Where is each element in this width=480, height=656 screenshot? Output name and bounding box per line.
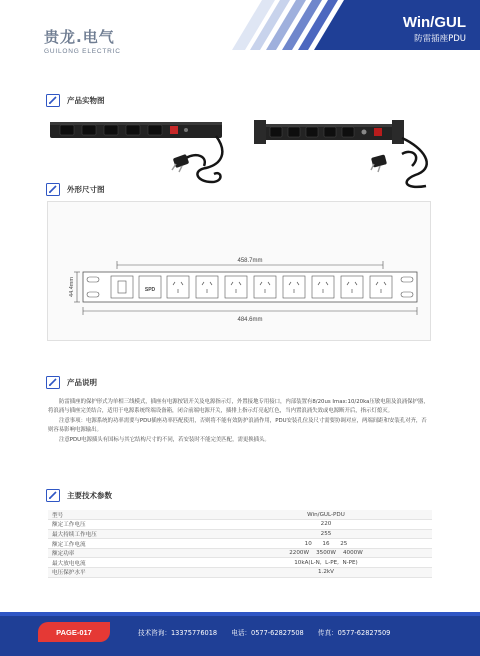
footer-accent-stripe	[0, 612, 480, 616]
spec-table	[48, 510, 432, 578]
spec-value: 255	[220, 529, 432, 539]
spec-key: 最大放电电流	[48, 558, 220, 568]
product-subtitle: 防雷插座PDU	[414, 34, 466, 44]
table-row	[48, 539, 432, 549]
pencil-icon	[46, 489, 60, 502]
bottom-dimension-label: 484.6mm	[237, 317, 263, 323]
product-model: Win/GUL	[402, 14, 466, 31]
spec-key: 额定功率	[48, 548, 220, 558]
spec-key: 电压保护水平	[48, 568, 220, 578]
office-phone: 电话：0577-62827508	[231, 629, 304, 637]
spec-value: 220	[220, 520, 432, 530]
pencil-icon	[46, 94, 60, 107]
section-specs-title: 主要技术参数	[67, 491, 112, 500]
product-photo-front	[46, 112, 226, 192]
product-photo-angled	[252, 112, 442, 192]
description-plug-note: 注意PDU电源插头有国标与其它结构尺寸的不同，若安装时不能完美匹配，需更换插头。	[59, 436, 270, 443]
spec-value: 10kA(L-N, L-PE, N-PE)	[220, 558, 432, 568]
spec-value: 1.2kV	[220, 568, 432, 578]
page-number-badge: PAGE-017	[38, 622, 110, 642]
dimension-drawing	[47, 201, 431, 341]
section-specs-heading	[46, 489, 112, 502]
table-row	[48, 520, 432, 530]
height-dimension-label: 44.4mm	[69, 277, 75, 297]
table-row	[48, 548, 432, 558]
description-paragraph: 防雷插座的保护形式为单相三线模式，插座有电源按钮开关及电源指示灯，外置接地专用接口，内部装置有8/20us Imax:10/20ka压敏电阻及浪涌保护器，将浪涌与插座完美结合，适用于电源系统终端设备箱，闭合前端电源开关，插排上指示灯亮起红色，当内置浪涌失效或电源断开后，指示灯熄灭。	[48, 399, 429, 415]
spec-value: 10 16 25	[220, 539, 432, 549]
table-row	[48, 529, 432, 539]
product-description	[48, 398, 432, 445]
spec-value: Win/GUL-PDU	[220, 510, 432, 520]
section-photos-heading	[46, 94, 105, 107]
spec-key: 额定工作电流	[48, 539, 220, 549]
table-row	[48, 558, 432, 568]
spec-key: 最大持续工作电压	[48, 529, 220, 539]
top-dimension-label: 458.7mm	[237, 258, 263, 264]
section-photos-title: 产品实物图	[67, 96, 105, 105]
section-dimensions-heading	[46, 183, 105, 196]
fax-number: 传真：0577-62827509	[317, 629, 391, 637]
company-logo	[44, 26, 121, 55]
table-row	[48, 568, 432, 578]
spec-value: 2200W 3500W 4000W	[220, 548, 432, 558]
support-phone: 技术咨询：13375776018	[138, 629, 218, 637]
spec-key: 额定工作电压	[48, 520, 220, 530]
section-description-heading	[46, 376, 97, 389]
description-notice: 注意事项：电源系统的功率需要与PDU插座功率匹配使用，否则将不能有效防护浪涌作用，PDU安装孔位及尺寸需要协调对应，两端间距和安装孔对齐，否则容易影响电源输出。	[48, 417, 427, 434]
page-header	[0, 0, 480, 62]
table-row	[48, 510, 432, 520]
spec-key: 型号	[48, 510, 220, 520]
product-title	[403, 14, 466, 44]
contact-info	[138, 627, 402, 637]
logo-english: GUILONG ELECTRIC	[44, 48, 121, 55]
logo-chinese: 贵龙.电气	[44, 28, 115, 46]
spd-label: SPD	[144, 287, 156, 293]
section-description-title: 产品说明	[67, 378, 97, 387]
pencil-icon	[46, 376, 60, 389]
pencil-icon	[46, 183, 60, 196]
section-dimensions-title: 外形尺寸图	[67, 185, 105, 194]
